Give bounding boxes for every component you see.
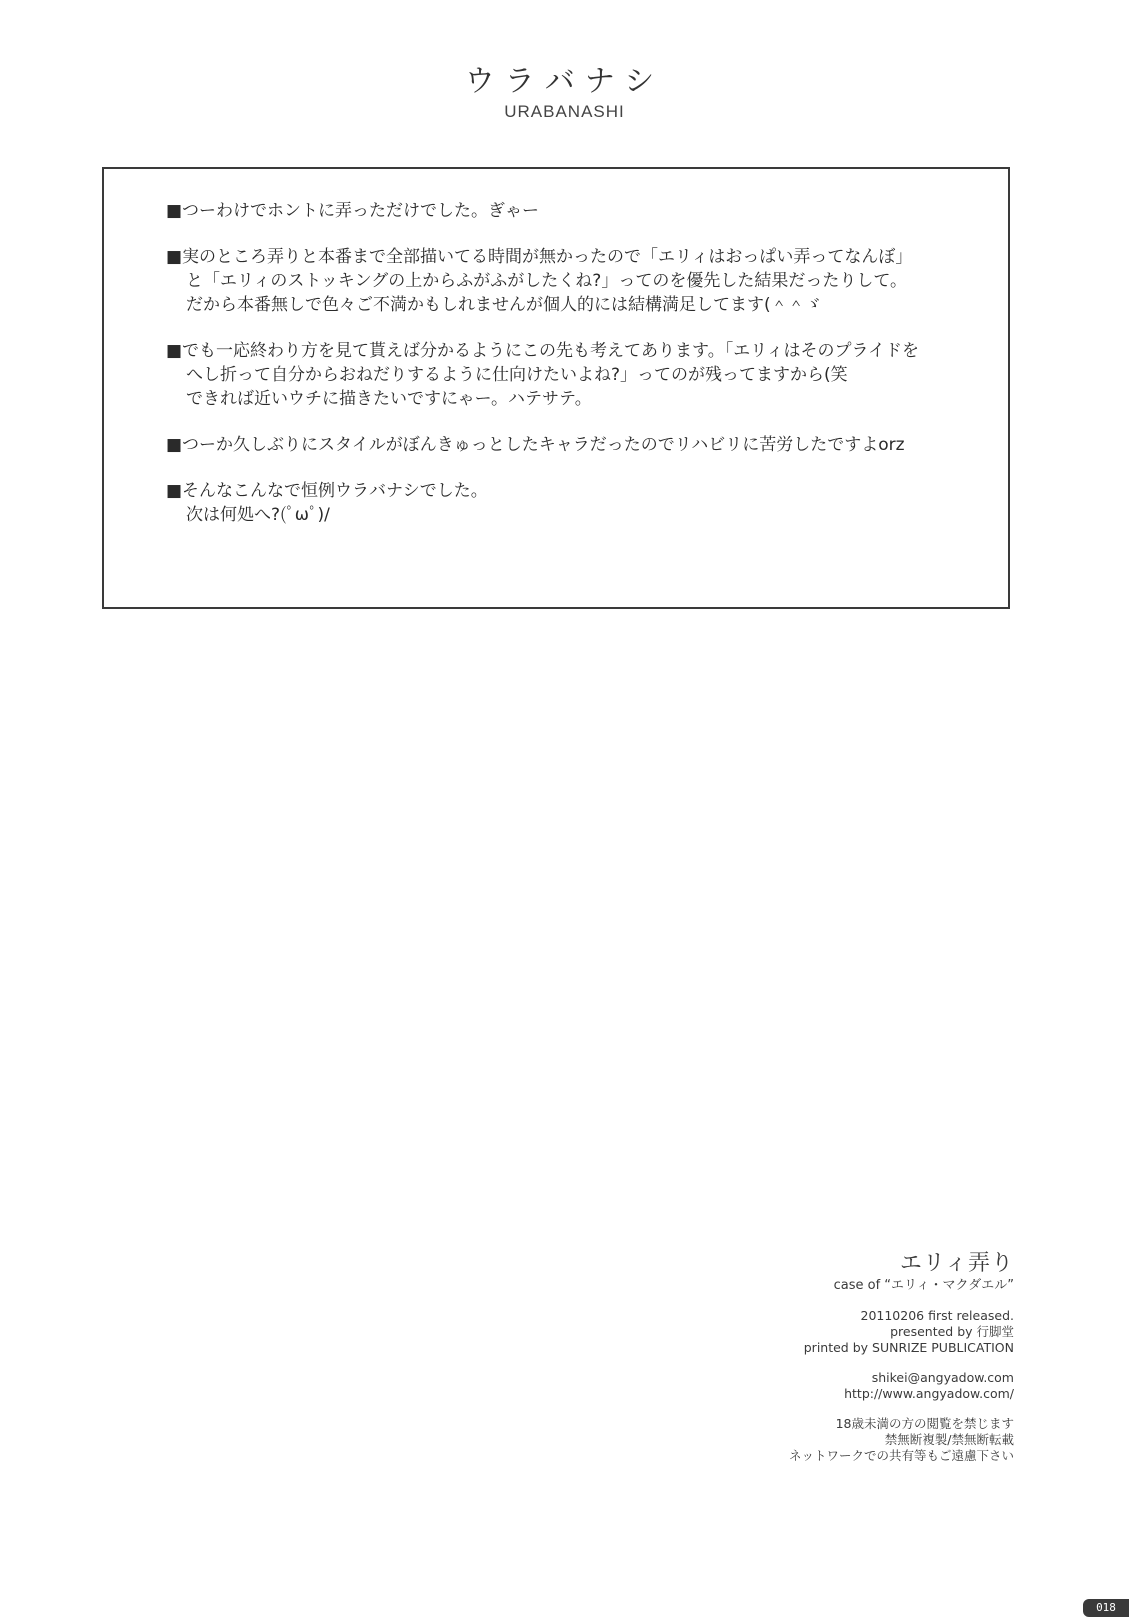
publication-info [789,1308,1014,1356]
note-paragraph-2 [166,245,996,317]
website-url: http://www.angyadow.com/ [844,1386,1014,1401]
note-line: と「エリィのストッキングの上からふがふがしたくね?」ってのを優先した結果だったりして。 [186,271,907,291]
note-line: へし折って自分からおねだりするように仕向けたいよね?」ってのが残ってますから(笑 [186,365,848,385]
colophon [789,1250,1014,1464]
note-paragraph-4 [166,433,996,457]
notes-list [166,199,996,549]
note-paragraph-5 [166,479,996,527]
note-paragraph-3 [166,339,996,411]
page-header [0,64,1129,122]
note-paragraph-1 [166,199,996,223]
copy-notice: 禁無断複製/禁無断転載 [884,1432,1014,1447]
note-line: ■つーわけでホントに弄っただけでした。ぎゃー [166,201,540,221]
note-line: 次は何処へ?(ﾟωﾟ)/ [186,505,330,525]
page-title: ウラバナシ [464,64,665,99]
contact-info [789,1370,1014,1402]
note-line: ■そんなこんなで恒例ウラバナシでした。 [166,481,488,501]
note-line: ■つーか久しぶりにスタイルがぼんきゅっとしたキャラだったのでリハビリに苦労したですよorz [166,435,905,455]
notes-box [102,167,1010,609]
note-line: ■でも一応終わり方を見て貰えば分かるようにこの先も考えてあります。「エリィはそのプライドを [166,341,920,361]
printed-by: printed by SUNRIZE PUBLICATION [803,1340,1014,1355]
legal-notices [789,1416,1014,1464]
note-line: できれば近いウチに描きたいですにゃー。ハテサテ。 [186,389,592,409]
page-title-roman: URABANASHI [504,102,625,121]
page-number-tab: 018 [1083,1599,1129,1617]
note-line: だから本番無しで色々ご不満かもしれませんが個人的には結構満足してます(＾＾ゞ [186,295,822,315]
presented-by: presented by 行脚堂 [890,1324,1014,1339]
contact-email: shikei@angyadow.com [871,1370,1014,1385]
age-notice: 18歳未満の方の閲覧を禁じます [835,1416,1014,1431]
sharing-notice: ネットワークでの共有等もご遠慮下さい [788,1448,1014,1463]
note-line: ■実のところ弄りと本番まで全部描いてる時間が無かったので「エリィはおっぱい弄ってなんぼ」 [166,247,913,267]
book-subtitle: case of “エリィ・マクダエル” [833,1278,1014,1293]
release-date: 20110206 first released. [860,1308,1014,1323]
book-title: エリィ弄り [899,1251,1014,1276]
